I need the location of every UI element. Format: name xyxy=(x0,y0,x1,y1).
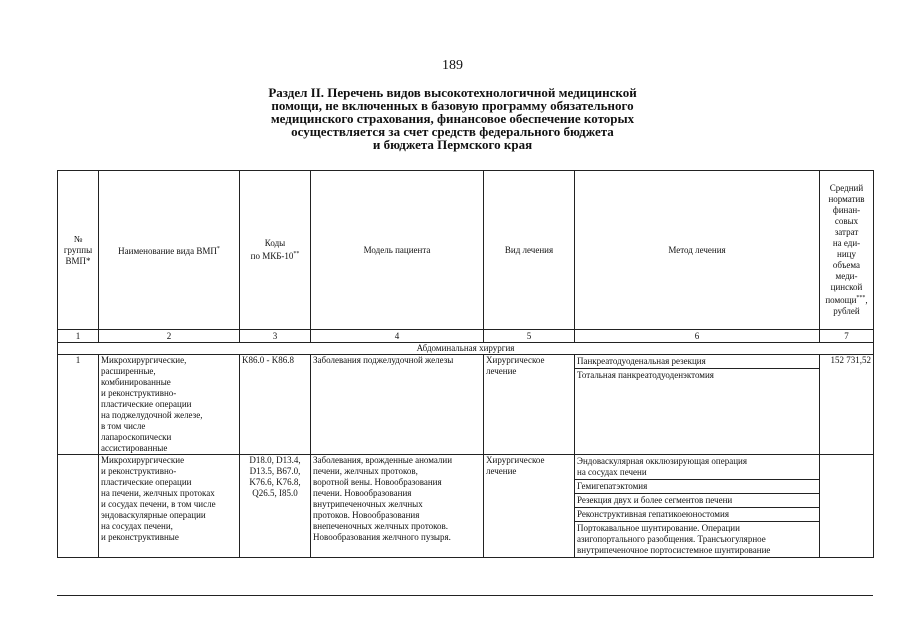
average-cost-cell: 152 731,52 xyxy=(820,355,874,455)
header-patient-model: Модель пациента xyxy=(311,171,484,330)
column-number: 4 xyxy=(311,330,484,343)
header-treatment-method: Метод лечения xyxy=(575,171,820,330)
table-header-row xyxy=(58,171,874,330)
header-icd-codes: Коды по МКБ-10** xyxy=(240,171,311,330)
method-item: Эндоваскулярная окклюзирующая операция на сосудах печени xyxy=(575,455,819,480)
column-number: 5 xyxy=(484,330,575,343)
method-item: Портокавальное шунтирование. Операции азигопортального разобщения. Трансъюгулярное внутрипеченочное портосистемное шунтирование xyxy=(577,523,771,555)
vmp-name-cell: Микрохирургические, расширенные, комбинированные и реконструктивно- пластические операции на поджелудочной железе, в том числе лапароскопически ассистированные xyxy=(99,355,240,455)
column-number: 1 xyxy=(58,330,99,343)
section-title xyxy=(200,86,705,151)
column-number: 2 xyxy=(99,330,240,343)
column-number: 7 xyxy=(820,330,874,343)
title-line: и бюджета Пермского края xyxy=(372,137,533,152)
page-bottom-rule xyxy=(57,595,873,596)
method-item: Тотальная панкреатодуоденэктомия xyxy=(577,370,714,380)
group-number-cell xyxy=(58,455,99,558)
treatment-method-cell xyxy=(575,355,820,455)
icd-codes-cell: K86.0 - K86.8 xyxy=(240,355,311,455)
section-row xyxy=(58,343,874,355)
average-cost-cell xyxy=(820,455,874,558)
header-group-number: № группы ВМП* xyxy=(58,171,99,330)
method-item: Гемигепатэктомия xyxy=(575,480,819,494)
column-number: 6 xyxy=(575,330,820,343)
header-average-cost: Средний норматив финан- совых затрат на еди- ницу объема меди- цинской помощи***, рублей xyxy=(820,171,874,330)
title-line: медицинского страхования, финансовое обеспечение которых xyxy=(270,111,635,126)
header-treatment-type: Вид лечения xyxy=(484,171,575,330)
treatment-type-cell: Хирургическое лечение xyxy=(484,355,575,455)
treatment-method-cell xyxy=(575,455,820,558)
patient-model-cell: Заболевания, врожденные аномалии печени, желчных протоков, воротной вены. Новообразования печени. Новообразования внутрипеченочных желчных протоков. Новообразования внепеченочных желчных протоков. Новообразования желчного пузыря. xyxy=(311,455,484,558)
title-line: осуществляется за счет средств федерального бюджета xyxy=(291,124,614,139)
patient-model-cell: Заболевания поджелудочной железы xyxy=(311,355,484,455)
method-item: Резекция двух и более сегментов печени xyxy=(575,494,819,508)
method-item: Реконструктивная гепатикоеюностомия xyxy=(575,508,819,522)
vmp-name-cell: Микрохирургические и реконструктивно- пластические операции на печени, желчных протоках и сосудах печени, в том числе эндоваскулярные операции на сосудах печени, и реконструктивные xyxy=(99,455,240,558)
header-vmp-name: Наименование вида ВМП* xyxy=(99,171,240,330)
title-line: Раздел II. Перечень видов высокотехнологичной медицинской xyxy=(268,85,637,100)
icd-codes-cell: D18.0, D13.4, D13.5, B67.0, K76.6, K76.8, Q26.5, I85.0 xyxy=(240,455,311,558)
group-number-cell: 1 xyxy=(58,355,99,455)
treatment-type-cell: Хирургическое лечение xyxy=(484,455,575,558)
column-number-row xyxy=(58,330,874,343)
title-line: помощи, не включенных в базовую программу обязательного xyxy=(271,98,634,113)
table-row xyxy=(58,355,874,455)
vmp-table xyxy=(57,170,874,558)
column-number: 3 xyxy=(240,330,311,343)
table-row xyxy=(58,455,874,558)
page-number: 189 xyxy=(442,58,463,73)
section-heading: Абдоминальная хирургия xyxy=(58,343,874,355)
method-item: Панкреатодуоденальная резекция xyxy=(575,355,819,369)
